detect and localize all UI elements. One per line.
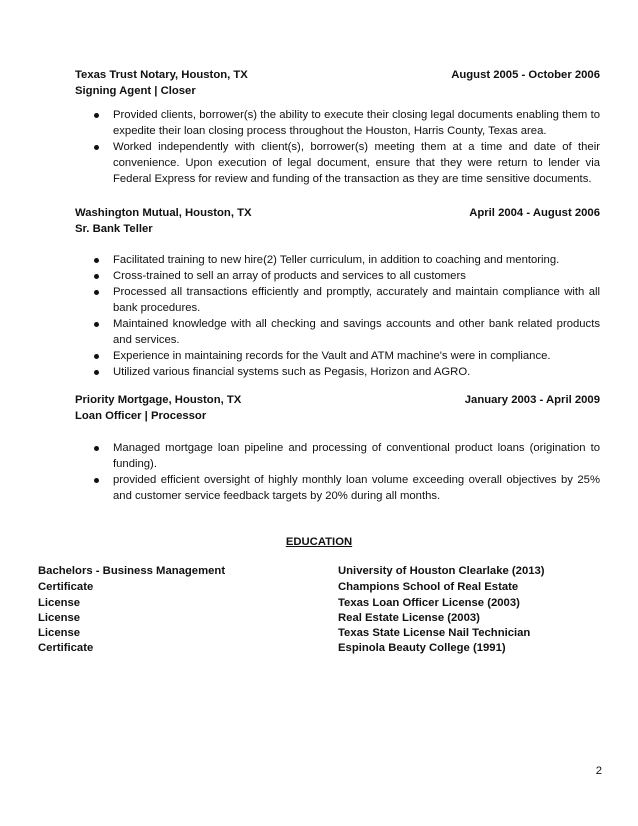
bullet-text: Facilitated training to new hire(2) Teller curriculum, in addition to coaching and mentoring.	[113, 254, 560, 266]
list-item	[75, 139, 600, 187]
job-header	[75, 205, 600, 221]
bullet-icon	[94, 258, 99, 263]
bullet-icon	[94, 478, 99, 483]
job-header	[75, 392, 600, 408]
education-row	[38, 563, 598, 579]
job-dates: August 2005 - October 2006	[451, 69, 600, 81]
job-title: Loan Officer | Processor	[75, 410, 207, 422]
bullet-text: Maintained knowledge with all checking and savings accounts and other bank related products and services.	[113, 318, 600, 346]
list-item	[75, 364, 600, 380]
job-bullet-list	[75, 252, 600, 380]
education-row	[38, 579, 598, 595]
education-heading: EDUCATION	[285, 536, 353, 548]
bullet-icon	[94, 290, 99, 295]
education-institution: Champions School of Real Estate	[338, 581, 519, 593]
list-item	[75, 107, 600, 139]
list-item	[75, 472, 600, 504]
bullet-text: Cross-trained to sell an array of products and services to all customers	[113, 270, 466, 282]
job-title: Sr. Bank Teller	[75, 223, 153, 235]
bullet-text: Provided clients, borrower(s) the ability to execute their closing legal documents enabling them to expedite their loan closing process throughout the Houston, Harris County, Texas area.	[113, 109, 600, 137]
job-entry-washington-mutual	[75, 205, 600, 380]
job-bullet-list	[75, 107, 600, 187]
bullet-icon	[94, 274, 99, 279]
education-credential: Certificate	[38, 581, 94, 593]
list-item	[75, 252, 600, 268]
list-item	[75, 348, 600, 364]
education-row	[38, 625, 598, 641]
job-dates: April 2004 - August 2006	[469, 207, 600, 219]
education-row	[38, 640, 598, 656]
job-employer: Priority Mortgage, Houston, TX	[75, 394, 242, 406]
education-institution: Espinola Beauty College (1991)	[338, 642, 506, 654]
education-row	[38, 610, 598, 626]
bullet-text: Experience in maintaining records for the Vault and ATM machine's were in compliance.	[113, 350, 551, 362]
list-item	[75, 284, 600, 316]
bullet-text: Managed mortgage loan pipeline and processing of conventional product loans (origination to funding).	[113, 442, 600, 470]
job-title: Signing Agent | Closer	[75, 85, 196, 97]
bullet-text: Utilized various financial systems such as Pegasis, Horizon and AGRO.	[113, 366, 471, 378]
bullet-icon	[94, 113, 99, 118]
education-credential: License	[38, 612, 81, 624]
bullet-icon	[94, 370, 99, 375]
list-item	[75, 316, 600, 348]
page-number: 2	[595, 765, 602, 777]
job-dates: January 2003 - April 2009	[464, 394, 600, 406]
list-item	[75, 268, 600, 284]
bullet-text: Worked independently with client(s), borrower(s) meeting them at a time and date of their convenience. Upon execution of legal document, ensure that they were return to lender via Federal Express for review and funding of the transaction as they are time sensitive documents.	[113, 141, 600, 185]
education-institution: Real Estate License (2003)	[338, 612, 480, 624]
education-credential: License	[38, 597, 81, 609]
education-institution: Texas State License Nail Technician	[338, 627, 531, 639]
bullet-icon	[94, 145, 99, 150]
education-credential: Bachelors - Business Management	[38, 565, 226, 577]
bullet-icon	[94, 446, 99, 451]
education-row	[38, 595, 598, 611]
list-item	[75, 440, 600, 472]
job-entry-texas-trust	[75, 67, 600, 187]
bullet-icon	[94, 322, 99, 327]
education-institution: Texas Loan Officer License (2003)	[338, 597, 520, 609]
bullet-text: provided efficient oversight of highly monthly loan volume exceeding overall objectives by 25% and customer service feedback targets by 20% during all months.	[113, 474, 600, 502]
job-employer: Washington Mutual, Houston, TX	[75, 207, 252, 219]
job-employer: Texas Trust Notary, Houston, TX	[75, 69, 248, 81]
job-bullet-list	[75, 440, 600, 504]
bullet-icon	[94, 354, 99, 359]
education-credential: License	[38, 627, 81, 639]
job-header	[75, 67, 600, 83]
education-credential: Certificate	[38, 642, 94, 654]
education-institution: University of Houston Clearlake (2013)	[338, 565, 545, 577]
bullet-text: Processed all transactions efficiently and promptly, accurately and maintain compliance with all bank procedures.	[113, 286, 600, 314]
job-entry-priority-mortgage	[75, 392, 600, 504]
